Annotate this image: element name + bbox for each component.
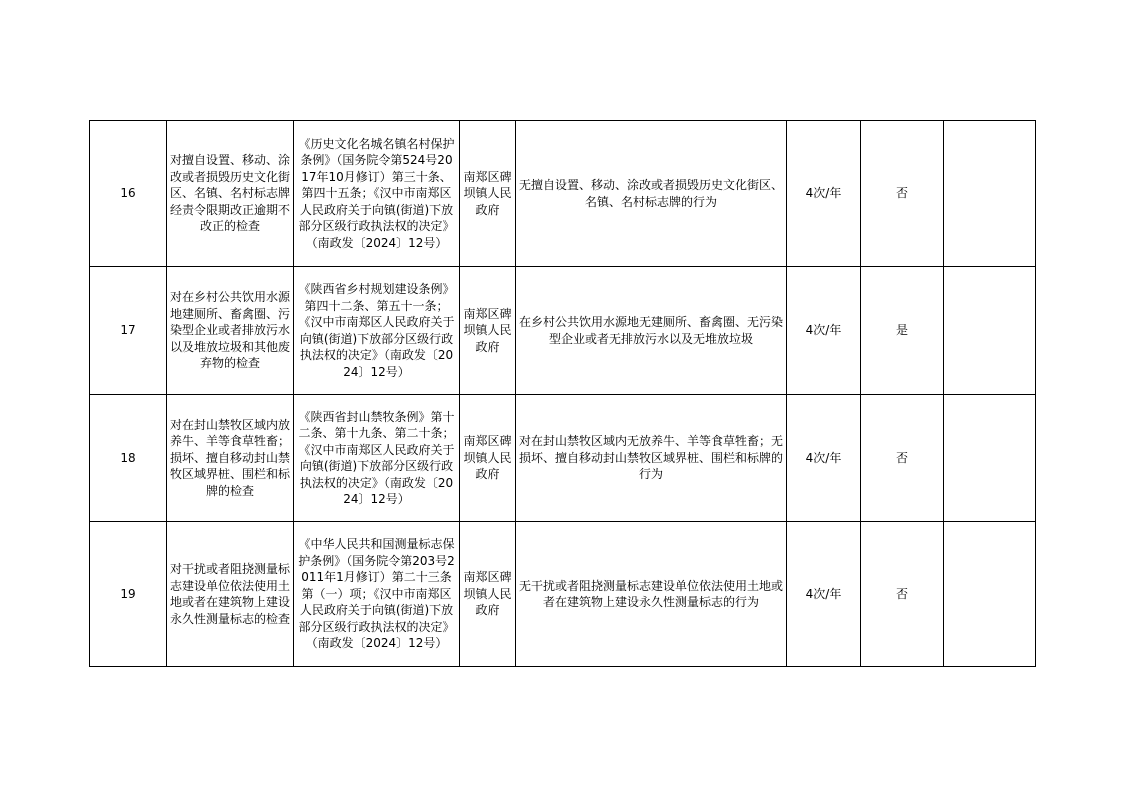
- table-row: [90, 267, 1036, 395]
- inspection-items-table: [89, 120, 1036, 667]
- flag-cell: 否: [861, 522, 944, 667]
- remark-cell: [944, 121, 1036, 267]
- check-standard-cell: 无干扰或者阻挠测量标志建设单位依法使用土地或者在建筑物上建设永久性测量标志的行为: [516, 522, 787, 667]
- remark-cell: [944, 395, 1036, 522]
- flag-cell: 是: [861, 267, 944, 395]
- legal-basis-cell: 《历史文化名城名镇名村保护条例》（国务院令第524号2017年10月修订）第三十条、第四十五条；《汉中市南郑区人民政府关于向镇(街道)下放部分区级行政执法权的决定》（南政发〔2024〕12号）: [294, 121, 460, 267]
- check-item-cell: 对干扰或者阻挠测量标志建设单位依法使用土地或者在建筑物上建设永久性测量标志的检查: [167, 522, 294, 667]
- table-row: [90, 395, 1036, 522]
- check-standard-cell: 在乡村公共饮用水源地无建厕所、畜禽圈、无污染型企业或者无排放污水以及无堆放垃圾: [516, 267, 787, 395]
- check-item-cell: 对擅自设置、移动、涂改或者损毁历史文化街区、名镇、名村标志牌经责令限期改正逾期不改正的检查: [167, 121, 294, 267]
- remark-cell: [944, 522, 1036, 667]
- check-item-cell: 对在封山禁牧区域内放养牛、羊等食草牲畜；损坏、擅自移动封山禁牧区域界桩、围栏和标牌的检查: [167, 395, 294, 522]
- legal-basis-cell: 《陕西省封山禁牧条例》第十二条、第十九条、第二十条；《汉中市南郑区人民政府关于向镇(街道)下放部分区级行政执法权的决定》（南政发〔2024〕12号）: [294, 395, 460, 522]
- check-item-cell: 对在乡村公共饮用水源地建厕所、畜禽圈、污染型企业或者排放污水以及堆放垃圾和其他废弃物的检查: [167, 267, 294, 395]
- responsible-body-cell: 南郑区碑坝镇人民政府: [460, 121, 516, 267]
- legal-basis-cell: 《中华人民共和国测量标志保护条例》（国务院令第203号2011年1月修订）第二十三条第（一）项；《汉中市南郑区人民政府关于向镇(街道)下放部分区级行政执法权的决定》（南政发〔2024〕12号）: [294, 522, 460, 667]
- remark-cell: [944, 267, 1036, 395]
- frequency-cell: 4次/年: [787, 121, 861, 267]
- row-number-cell: 18: [90, 395, 167, 522]
- table-row: [90, 121, 1036, 267]
- responsible-body-cell: 南郑区碑坝镇人民政府: [460, 267, 516, 395]
- check-standard-cell: 无擅自设置、移动、涂改或者损毁历史文化街区、名镇、名村标志牌的行为: [516, 121, 787, 267]
- row-number-cell: 19: [90, 522, 167, 667]
- frequency-cell: 4次/年: [787, 395, 861, 522]
- table-row: [90, 522, 1036, 667]
- flag-cell: 否: [861, 395, 944, 522]
- responsible-body-cell: 南郑区碑坝镇人民政府: [460, 522, 516, 667]
- responsible-body-cell: 南郑区碑坝镇人民政府: [460, 395, 516, 522]
- legal-basis-cell: 《陕西省乡村规划建设条例》第四十二条、第五十一条；《汉中市南郑区人民政府关于向镇(街道)下放部分区级行政执法权的决定》（南政发〔2024〕12号）: [294, 267, 460, 395]
- flag-cell: 否: [861, 121, 944, 267]
- frequency-cell: 4次/年: [787, 522, 861, 667]
- row-number-cell: 17: [90, 267, 167, 395]
- check-standard-cell: 对在封山禁牧区域内无放养牛、羊等食草牲畜；无损坏、擅自移动封山禁牧区域界桩、围栏和标牌的行为: [516, 395, 787, 522]
- frequency-cell: 4次/年: [787, 267, 861, 395]
- row-number-cell: 16: [90, 121, 167, 267]
